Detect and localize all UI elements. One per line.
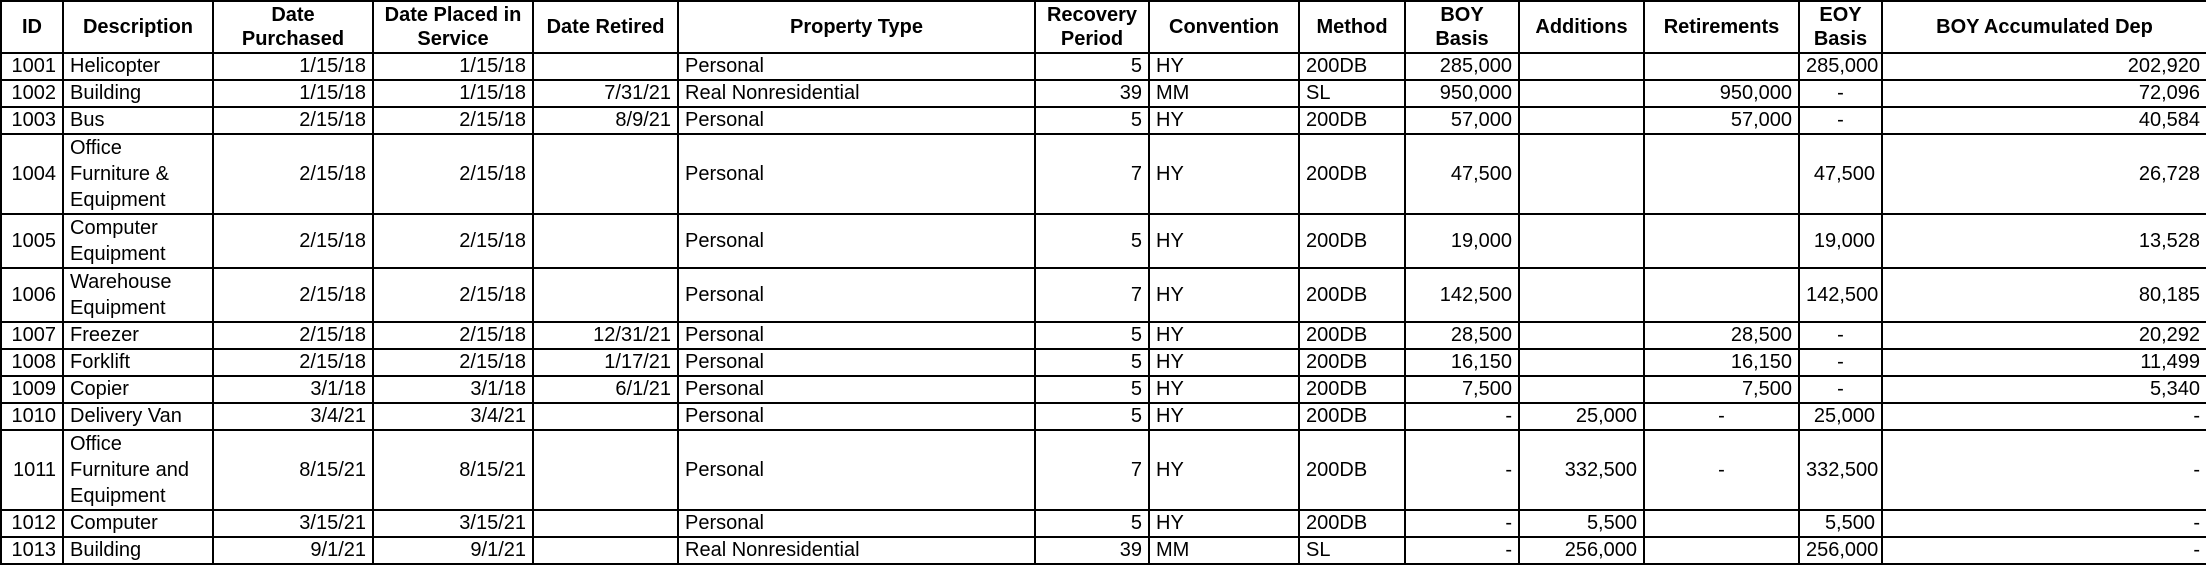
cell-date-retired: [533, 403, 678, 430]
cell-date-retired: [533, 537, 678, 564]
cell-additions: [1519, 349, 1644, 376]
cell-date-placed-in-service: 8/15/21: [373, 430, 533, 510]
cell-date-retired: [533, 268, 678, 322]
cell-description: Delivery Van: [63, 403, 213, 430]
table-row: [1, 510, 2206, 537]
cell-date-placed-in-service: 2/15/18: [373, 214, 533, 268]
cell-method: 200DB: [1299, 214, 1405, 268]
cell-method: 200DB: [1299, 376, 1405, 403]
cell-boy-basis: 285,000: [1405, 53, 1519, 80]
cell-date-retired: [533, 510, 678, 537]
table-row: [1, 537, 2206, 564]
cell-id: 1010: [1, 403, 63, 430]
cell-retirements: 950,000: [1644, 80, 1799, 107]
header-retirements: Retirements: [1644, 1, 1799, 53]
cell-boy-basis: -: [1405, 510, 1519, 537]
cell-property-type: Personal: [678, 268, 1035, 322]
cell-boy-basis: 57,000: [1405, 107, 1519, 134]
cell-id: 1003: [1, 107, 63, 134]
cell-date-purchased: 3/1/18: [213, 376, 373, 403]
cell-convention: HY: [1149, 376, 1299, 403]
cell-recovery-period: 7: [1035, 430, 1149, 510]
cell-additions: [1519, 376, 1644, 403]
cell-method: 200DB: [1299, 107, 1405, 134]
cell-retirements: 28,500: [1644, 322, 1799, 349]
cell-additions: 5,500: [1519, 510, 1644, 537]
cell-date-purchased: 8/15/21: [213, 430, 373, 510]
cell-additions: [1519, 107, 1644, 134]
cell-date-placed-in-service: 2/15/18: [373, 107, 533, 134]
header-recovery-period: Recovery Period: [1035, 1, 1149, 53]
cell-method: 200DB: [1299, 403, 1405, 430]
header-date-placed-in-service: Date Placed in Service: [373, 1, 533, 53]
cell-boy-basis: 16,150: [1405, 349, 1519, 376]
header-date-purchased: Date Purchased: [213, 1, 373, 53]
cell-boy-accumulated-dep: 11,499: [1882, 349, 2206, 376]
cell-date-purchased: 2/15/18: [213, 134, 373, 214]
cell-method: 200DB: [1299, 134, 1405, 214]
table-row: [1, 134, 2206, 214]
table-row: [1, 403, 2206, 430]
cell-description: Office Furniture and Equipment: [63, 430, 213, 510]
cell-retirements: [1644, 510, 1799, 537]
cell-id: 1013: [1, 537, 63, 564]
cell-id: 1001: [1, 53, 63, 80]
cell-boy-accumulated-dep: 20,292: [1882, 322, 2206, 349]
cell-date-purchased: 3/15/21: [213, 510, 373, 537]
cell-boy-accumulated-dep: 202,920: [1882, 53, 2206, 80]
cell-id: 1004: [1, 134, 63, 214]
cell-property-type: Real Nonresidential: [678, 537, 1035, 564]
cell-convention: HY: [1149, 322, 1299, 349]
table-row: [1, 214, 2206, 268]
cell-eoy-basis: -: [1799, 349, 1882, 376]
cell-boy-basis: 950,000: [1405, 80, 1519, 107]
cell-additions: [1519, 214, 1644, 268]
cell-property-type: Personal: [678, 349, 1035, 376]
table-row: [1, 322, 2206, 349]
cell-retirements: 57,000: [1644, 107, 1799, 134]
cell-date-purchased: 1/15/18: [213, 53, 373, 80]
cell-boy-basis: -: [1405, 403, 1519, 430]
cell-boy-accumulated-dep: 26,728: [1882, 134, 2206, 214]
cell-recovery-period: 5: [1035, 53, 1149, 80]
cell-convention: MM: [1149, 80, 1299, 107]
cell-boy-basis: 7,500: [1405, 376, 1519, 403]
cell-description: Computer Equipment: [63, 214, 213, 268]
cell-id: 1012: [1, 510, 63, 537]
cell-recovery-period: 5: [1035, 403, 1149, 430]
cell-property-type: Personal: [678, 376, 1035, 403]
cell-convention: HY: [1149, 134, 1299, 214]
cell-date-purchased: 2/15/18: [213, 349, 373, 376]
cell-id: 1008: [1, 349, 63, 376]
cell-property-type: Personal: [678, 403, 1035, 430]
cell-additions: 332,500: [1519, 430, 1644, 510]
cell-retirements: [1644, 537, 1799, 564]
cell-additions: 256,000: [1519, 537, 1644, 564]
table-row: [1, 80, 2206, 107]
cell-date-purchased: 2/15/18: [213, 214, 373, 268]
cell-recovery-period: 5: [1035, 214, 1149, 268]
cell-property-type: Personal: [678, 53, 1035, 80]
cell-method: 200DB: [1299, 53, 1405, 80]
header-id: ID: [1, 1, 63, 53]
cell-description: Office Furniture & Equipment: [63, 134, 213, 214]
cell-date-placed-in-service: 2/15/18: [373, 134, 533, 214]
header-eoy-basis: EOY Basis: [1799, 1, 1882, 53]
header-additions: Additions: [1519, 1, 1644, 53]
cell-recovery-period: 7: [1035, 134, 1149, 214]
cell-additions: [1519, 134, 1644, 214]
cell-boy-basis: -: [1405, 537, 1519, 564]
cell-property-type: Personal: [678, 214, 1035, 268]
cell-eoy-basis: 25,000: [1799, 403, 1882, 430]
cell-id: 1005: [1, 214, 63, 268]
cell-id: 1002: [1, 80, 63, 107]
cell-date-placed-in-service: 3/15/21: [373, 510, 533, 537]
cell-date-placed-in-service: 2/15/18: [373, 322, 533, 349]
cell-boy-basis: 47,500: [1405, 134, 1519, 214]
cell-additions: [1519, 322, 1644, 349]
header-description: Description: [63, 1, 213, 53]
cell-property-type: Personal: [678, 510, 1035, 537]
cell-property-type: Personal: [678, 322, 1035, 349]
cell-boy-accumulated-dep: -: [1882, 537, 2206, 564]
cell-boy-accumulated-dep: -: [1882, 403, 2206, 430]
cell-retirements: [1644, 214, 1799, 268]
cell-property-type: Real Nonresidential: [678, 80, 1035, 107]
cell-boy-accumulated-dep: 40,584: [1882, 107, 2206, 134]
cell-retirements: [1644, 268, 1799, 322]
cell-date-placed-in-service: 9/1/21: [373, 537, 533, 564]
cell-recovery-period: 5: [1035, 107, 1149, 134]
cell-date-purchased: 3/4/21: [213, 403, 373, 430]
cell-convention: MM: [1149, 537, 1299, 564]
header-property-type: Property Type: [678, 1, 1035, 53]
cell-date-placed-in-service: 1/15/18: [373, 80, 533, 107]
cell-boy-accumulated-dep: 5,340: [1882, 376, 2206, 403]
cell-additions: [1519, 80, 1644, 107]
cell-date-retired: 7/31/21: [533, 80, 678, 107]
cell-id: 1009: [1, 376, 63, 403]
cell-method: SL: [1299, 537, 1405, 564]
cell-date-purchased: 2/15/18: [213, 322, 373, 349]
cell-id: 1007: [1, 322, 63, 349]
cell-boy-basis: -: [1405, 430, 1519, 510]
cell-date-retired: [533, 214, 678, 268]
cell-eoy-basis: 142,500: [1799, 268, 1882, 322]
cell-description: Warehouse Equipment: [63, 268, 213, 322]
table-row: [1, 430, 2206, 510]
header-boy-basis: BOY Basis: [1405, 1, 1519, 53]
cell-eoy-basis: 5,500: [1799, 510, 1882, 537]
table-row: [1, 53, 2206, 80]
header-method: Method: [1299, 1, 1405, 53]
cell-description: Bus: [63, 107, 213, 134]
cell-description: Computer: [63, 510, 213, 537]
header-date-retired: Date Retired: [533, 1, 678, 53]
cell-date-retired: 1/17/21: [533, 349, 678, 376]
cell-description: Building: [63, 80, 213, 107]
table-row: [1, 376, 2206, 403]
cell-method: 200DB: [1299, 510, 1405, 537]
cell-convention: HY: [1149, 403, 1299, 430]
cell-retirements: [1644, 53, 1799, 80]
cell-method: 200DB: [1299, 268, 1405, 322]
cell-date-retired: 6/1/21: [533, 376, 678, 403]
cell-convention: HY: [1149, 510, 1299, 537]
table-row: [1, 268, 2206, 322]
cell-eoy-basis: -: [1799, 322, 1882, 349]
cell-boy-basis: 28,500: [1405, 322, 1519, 349]
cell-convention: HY: [1149, 53, 1299, 80]
cell-description: Forklift: [63, 349, 213, 376]
cell-method: 200DB: [1299, 349, 1405, 376]
cell-recovery-period: 39: [1035, 537, 1149, 564]
cell-boy-basis: 142,500: [1405, 268, 1519, 322]
cell-additions: 25,000: [1519, 403, 1644, 430]
cell-additions: [1519, 53, 1644, 80]
cell-recovery-period: 7: [1035, 268, 1149, 322]
header-boy-accumulated-dep: BOY Accumulated Dep: [1882, 1, 2206, 53]
cell-boy-accumulated-dep: -: [1882, 510, 2206, 537]
table-row: [1, 107, 2206, 134]
cell-eoy-basis: 332,500: [1799, 430, 1882, 510]
cell-convention: HY: [1149, 107, 1299, 134]
cell-id: 1011: [1, 430, 63, 510]
cell-description: Building: [63, 537, 213, 564]
cell-eoy-basis: -: [1799, 376, 1882, 403]
cell-convention: HY: [1149, 268, 1299, 322]
cell-additions: [1519, 268, 1644, 322]
cell-property-type: Personal: [678, 430, 1035, 510]
cell-recovery-period: 39: [1035, 80, 1149, 107]
cell-recovery-period: 5: [1035, 510, 1149, 537]
cell-eoy-basis: -: [1799, 107, 1882, 134]
cell-date-retired: [533, 53, 678, 80]
cell-date-placed-in-service: 1/15/18: [373, 53, 533, 80]
cell-retirements: 16,150: [1644, 349, 1799, 376]
table-header: [1, 1, 2206, 53]
cell-date-placed-in-service: 2/15/18: [373, 268, 533, 322]
cell-recovery-period: 5: [1035, 376, 1149, 403]
cell-eoy-basis: 285,000: [1799, 53, 1882, 80]
cell-boy-accumulated-dep: -: [1882, 430, 2206, 510]
cell-eoy-basis: 19,000: [1799, 214, 1882, 268]
cell-boy-accumulated-dep: 80,185: [1882, 268, 2206, 322]
cell-recovery-period: 5: [1035, 349, 1149, 376]
cell-date-retired: 12/31/21: [533, 322, 678, 349]
cell-retirements: [1644, 134, 1799, 214]
cell-date-retired: 8/9/21: [533, 107, 678, 134]
cell-retirements: -: [1644, 430, 1799, 510]
cell-date-purchased: 2/15/18: [213, 268, 373, 322]
cell-date-purchased: 1/15/18: [213, 80, 373, 107]
header-row: [1, 1, 2206, 53]
cell-convention: HY: [1149, 349, 1299, 376]
cell-method: 200DB: [1299, 430, 1405, 510]
table-row: [1, 349, 2206, 376]
cell-recovery-period: 5: [1035, 322, 1149, 349]
cell-eoy-basis: -: [1799, 80, 1882, 107]
cell-description: Helicopter: [63, 53, 213, 80]
cell-description: Copier: [63, 376, 213, 403]
cell-eoy-basis: 47,500: [1799, 134, 1882, 214]
cell-method: 200DB: [1299, 322, 1405, 349]
cell-boy-basis: 19,000: [1405, 214, 1519, 268]
cell-description: Freezer: [63, 322, 213, 349]
cell-convention: HY: [1149, 430, 1299, 510]
cell-property-type: Personal: [678, 134, 1035, 214]
cell-date-placed-in-service: 3/1/18: [373, 376, 533, 403]
cell-date-purchased: 9/1/21: [213, 537, 373, 564]
header-convention: Convention: [1149, 1, 1299, 53]
cell-boy-accumulated-dep: 13,528: [1882, 214, 2206, 268]
cell-date-retired: [533, 134, 678, 214]
cell-date-placed-in-service: 3/4/21: [373, 403, 533, 430]
cell-property-type: Personal: [678, 107, 1035, 134]
cell-method: SL: [1299, 80, 1405, 107]
cell-id: 1006: [1, 268, 63, 322]
cell-date-placed-in-service: 2/15/18: [373, 349, 533, 376]
cell-boy-accumulated-dep: 72,096: [1882, 80, 2206, 107]
cell-date-retired: [533, 430, 678, 510]
cell-retirements: 7,500: [1644, 376, 1799, 403]
cell-retirements: -: [1644, 403, 1799, 430]
table-body: [1, 53, 2206, 564]
cell-date-purchased: 2/15/18: [213, 107, 373, 134]
cell-eoy-basis: 256,000: [1799, 537, 1882, 564]
cell-convention: HY: [1149, 214, 1299, 268]
